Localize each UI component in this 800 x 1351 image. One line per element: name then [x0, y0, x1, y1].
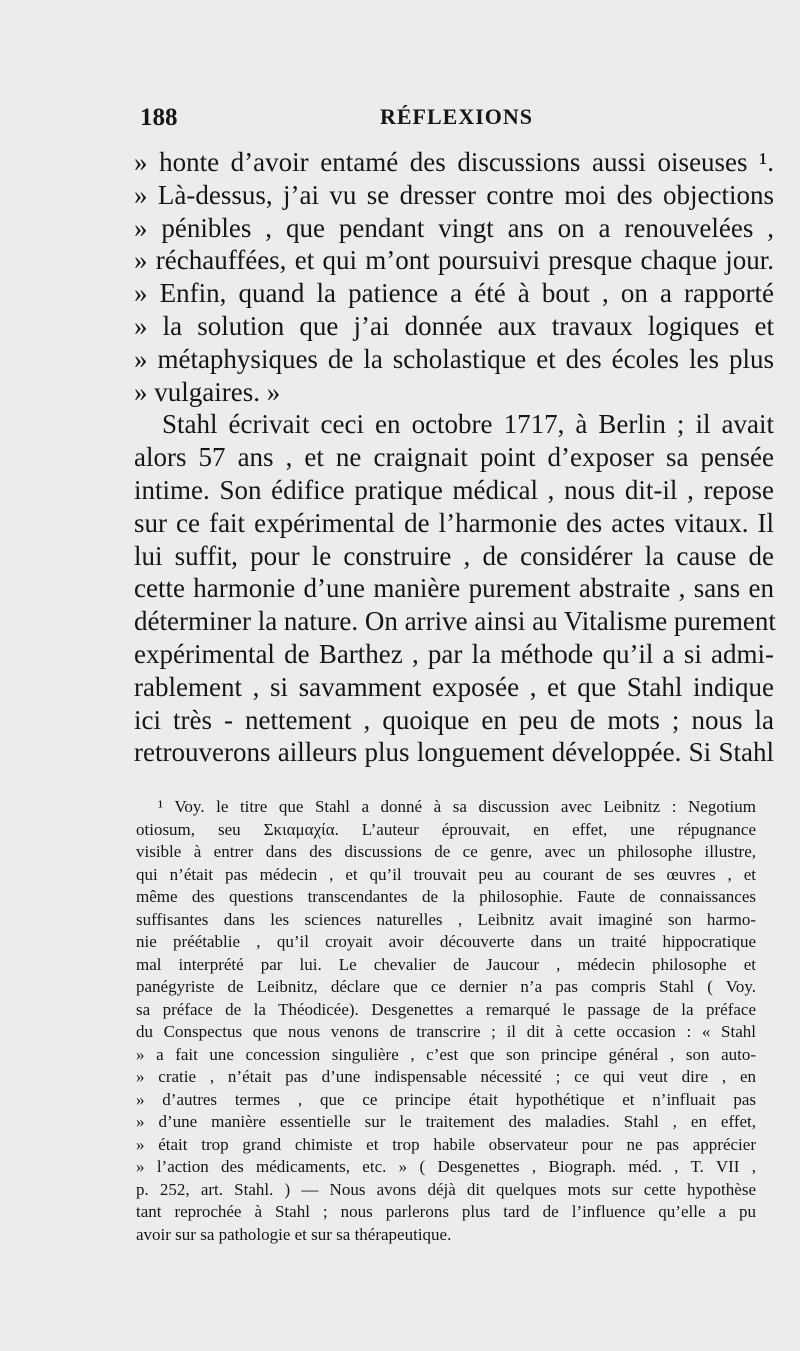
footnote-line: » cratie , n’était pas d’une indispensable nécessité ; ce qui veut dire , en — [136, 1067, 756, 1086]
text-line: expérimental de Barthez , par la méthode qu’il a si admi- — [134, 638, 774, 669]
footnote-line: sa préface de la Théodicée). Desgenettes a remarqué le passage de la préface — [136, 999, 756, 1019]
text-line: » la solution que j’ai donnée aux travaux logiques et — [134, 310, 774, 341]
text-line: alors 57 ans , et ne craignait point d’exposer sa pensée — [134, 442, 774, 473]
text-line: » honte d’avoir entamé des discussions aussi oiseuses ¹. — [134, 147, 774, 177]
text-line: retrouverons ailleurs plus longuement développée. Si Stahl — [134, 737, 774, 768]
footnote-line: p. 252, art. Stahl. ) — Nous avons déjà dit quelques mots sur cette hypothèse — [136, 1179, 756, 1199]
text-line: » métaphysiques de la scholastique et des écoles les plus — [134, 343, 774, 374]
text-line: lui suffit, pour le construire , de considérer la cause de — [134, 540, 774, 571]
footnote-line: » d’autres termes , que ce principe était hypothétique et n’influait pas — [136, 1089, 756, 1109]
footnote-line: avoir sur sa pathologie et sur sa thérapeutique. — [136, 1224, 452, 1244]
footnote-line: ¹ Voy. le titre que Stahl a donné à sa discussion avec Leibnitz : Negotium — [158, 797, 756, 816]
footnote-line: même des questions transcendantes de la philosophie. Faute de connaissances — [136, 887, 756, 906]
text-line: » Là-dessus, j’ai vu se dresser contre moi des objections — [134, 179, 774, 210]
footnote-line: qui n’était pas médecin , et qu’il trouvait peu au courant de ses œuvres , et — [136, 864, 756, 884]
footnote-line: » a fait une concession singulière , c’est que son principe général , son auto- — [136, 1044, 756, 1064]
main-text — [134, 146, 774, 769]
text-line: » vulgaires. » — [134, 376, 281, 407]
text-line: déterminer la nature. On arrive ainsi au Vitalisme purement — [134, 606, 776, 637]
footnote-line: » était trop grand chimiste et trop habile observateur pour ne pas apprécier — [136, 1134, 756, 1154]
footnote-line: tant reprochée à Stahl ; nous parlerons plus tard de l’influence qu’elle a pu — [136, 1202, 756, 1221]
page-number: 188 — [140, 104, 178, 131]
text-line: Stahl écrivait ceci en octobre 1717, à Berlin ; il avait — [162, 409, 774, 440]
page-header — [140, 104, 780, 144]
footnote-line: du Conspectus que nous venons de transcrire ; il dit à cette occasion : « Stahl — [136, 1022, 756, 1041]
footnote-line: otiosum, seu Σκιαμαχία. L’auteur éprouvait, en effet, une répugnance — [136, 819, 756, 839]
footnote — [136, 796, 756, 1246]
text-line: sur ce fait expérimental de l’harmonie des actes vitaux. Il — [134, 507, 774, 538]
text-line: » pénibles , que pendant vingt ans on a renouvelées , — [134, 212, 774, 243]
footnote-line: mal interprété par lui. Le chevalier de Jaucour , médecin philosophe et — [136, 954, 756, 974]
footnote-line: visible à entrer dans des discussions de ce genre, avec un philosophe illustre, — [136, 842, 756, 861]
footnote-line: » l’action des médicaments, etc. » ( Desgenettes , Biograph. méd. , T. VII , — [136, 1157, 756, 1176]
text-line: intime. Son édifice pratique médical , nous dit-il , repose — [134, 474, 774, 505]
text-line: » Enfin, quand la patience a été à bout , on a rapporté — [134, 278, 774, 309]
footnote-line: panégyriste de Leibnitz, déclare que ce dernier n’a pas compris Stahl ( Voy. — [136, 977, 756, 996]
footnote-line: » d’une manière essentielle sur le traitement des maladies. Stahl , en effet, — [136, 1112, 756, 1131]
text-line: ici très - nettement , quoique en peu de mots ; nous la — [134, 704, 774, 735]
text-line: rablement , si savamment exposée , et que Stahl indique — [134, 671, 774, 702]
text-line: cette harmonie d’une manière purement abstraite , sans en — [134, 573, 774, 604]
text-line: » réchauffées, et qui m’ont poursuivi presque chaque jour. — [134, 245, 774, 276]
running-head: RÉFLEXIONS — [380, 104, 534, 129]
footnote-line: nie préétablie , qu’il croyait avoir découverte dans un traité hippocratique — [136, 932, 756, 951]
footnote-line: suffisantes dans les sciences naturelles , Leibnitz avait imaginé son harmo- — [136, 909, 756, 929]
